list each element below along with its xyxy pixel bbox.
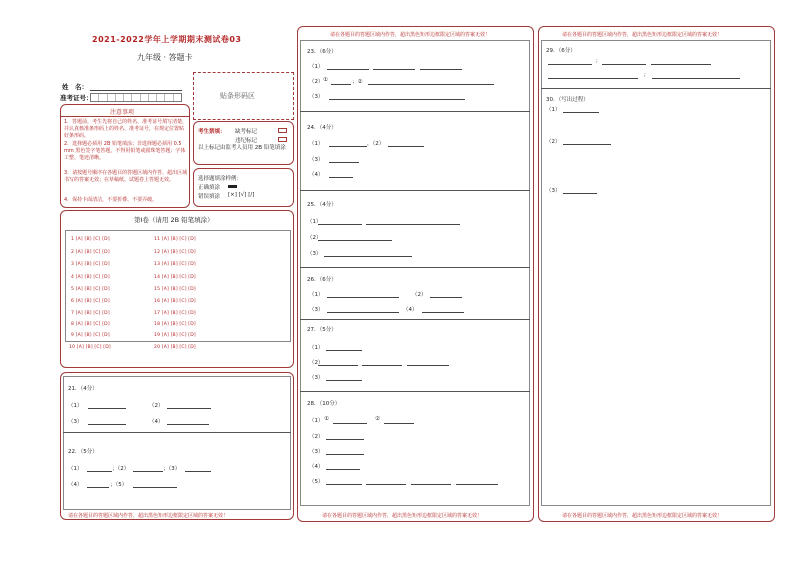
mc-item[interactable]: 13 [A] [B] [C] [D] [154, 262, 196, 267]
q22-part-label: ；（2） [112, 466, 130, 472]
q26-part-label: （3） [309, 307, 324, 313]
warning-footer: 请在各题目的答题区域内作答，超出黑色矩形边框限定区域的答案无效！ [562, 513, 723, 519]
absent-mark-label: 缺考标记 [235, 129, 258, 135]
warning-header: 请在各题目的答题区域内作答，超出黑色矩形边框限定区域的答案无效！ [562, 32, 723, 38]
circled-2-icon: ② [375, 416, 380, 422]
q22-answer-5[interactable] [133, 487, 177, 488]
separator-semicolon: ; [596, 58, 598, 64]
q27-answer-3[interactable] [326, 380, 362, 381]
mc-item[interactable]: 11 [A] [B] [C] [D] [154, 237, 196, 242]
circled-1-icon: ① [324, 416, 329, 422]
q27-part-label: （2） [309, 360, 324, 366]
q30-part-label: （3） [546, 188, 561, 194]
q25-part-label: （3） [307, 251, 322, 257]
mc-item[interactable]: 16 [A] [B] [C] [D] [154, 299, 196, 304]
q29-heading: 29．（6分） [546, 48, 576, 54]
q25-answer-1a[interactable] [318, 224, 362, 225]
q26-answer-4[interactable] [422, 312, 464, 313]
violation-mark-label: 违纪标记 [235, 138, 258, 144]
q27-part-label: （3） [309, 375, 324, 381]
mc-item[interactable]: 20 [A] [B] [C] [D] [154, 345, 196, 350]
q30-part-label: （1） [546, 107, 561, 113]
q30-heading: 30．（写出过程） [546, 97, 589, 103]
fill-wrong-samples: [×] [√] [/] [228, 192, 255, 198]
q25-heading: 25．（4分） [307, 202, 337, 208]
q26-part-label: （4） [403, 307, 418, 313]
q28-answer-3[interactable] [326, 454, 364, 455]
circled-1-icon: ① [323, 77, 328, 83]
exam-title: 2021-2022学年上学期期末测试卷03 [92, 35, 242, 44]
mc-item[interactable]: 15 [A] [B] [C] [D] [154, 287, 196, 292]
absent-mark-checkbox[interactable] [278, 128, 287, 133]
absent-note: 以上标记由监考人员用 2B 铅笔填涂 [198, 145, 286, 151]
q28-heading: 28．（10分） [307, 401, 341, 407]
q27-answer-2b[interactable] [362, 365, 402, 366]
q28-answer-5a[interactable] [326, 484, 362, 485]
q24-part-label: （4） [309, 172, 324, 178]
fill-correct-sample [228, 185, 237, 188]
q26-part-label: （1） [309, 292, 324, 298]
mc-item[interactable]: 8 [A] [B] [C] [D] [71, 322, 110, 327]
q29-answer-3[interactable] [651, 64, 711, 65]
q23-part-label: （3） [309, 94, 324, 100]
q30-part-label: （2） [546, 139, 561, 145]
mc-item[interactable]: 18 [A] [B] [C] [D] [154, 322, 196, 327]
q22-part-label: （1） [68, 466, 83, 472]
q24-answer-1[interactable] [329, 146, 367, 147]
q21-part-label: （2） [149, 403, 164, 409]
q25-part-label: （1） [307, 219, 322, 225]
q25-answer-2[interactable] [318, 240, 392, 241]
q28-part-label: （4） [309, 464, 324, 470]
notice-item-1: 1．答题前，考生先将自己的姓名、准考证号填写清楚，并认真核准条形码上的姓名、准考证号，在规定位置贴好条形码。 [64, 119, 188, 139]
q26-part-label: （2） [412, 292, 427, 298]
mc-item[interactable]: 9 [A] [B] [C] [D] [71, 333, 110, 338]
q21-part-label: （4） [149, 419, 164, 425]
q25-answer-1b[interactable] [366, 224, 460, 225]
q26-heading: 26．（6分） [307, 277, 337, 283]
q22-heading: 22．（5分） [68, 449, 98, 455]
q22-part-label: （4） [68, 482, 83, 488]
q28-answer-1a[interactable] [333, 423, 367, 424]
q25-answer-3[interactable] [324, 256, 412, 257]
q23-part-label: （2） [309, 79, 324, 85]
q24-answer-4[interactable] [329, 177, 353, 178]
absent-label: 考生禁填： [198, 129, 226, 135]
q23-heading: 23．（6分） [307, 49, 337, 55]
q28-answer-2[interactable] [326, 439, 364, 440]
q24-answer-3[interactable] [329, 162, 359, 163]
q27-answer-2a[interactable] [318, 365, 358, 366]
q21-answer-4[interactable] [167, 424, 209, 425]
q28-answer-5d[interactable] [456, 484, 498, 485]
q28-answer-5b[interactable] [366, 484, 406, 485]
q21-answer-1[interactable] [88, 408, 126, 409]
fill-example-title: 选择题填涂样例： [198, 176, 243, 182]
q21-part-label: （1） [68, 403, 83, 409]
q28-part-label: （5） [309, 479, 324, 485]
mc-item[interactable]: 17 [A] [B] [C] [D] [154, 311, 196, 316]
q28-part-label: （3） [309, 449, 324, 455]
q28-answer-5c[interactable] [411, 484, 451, 485]
notice-item-3: 3．请按题号顺序在各题目的答题区域内作答，超出区域书写的答案无效；在草稿纸、试题卷上答题无效。 [64, 170, 188, 183]
name-label: 姓 名： [62, 83, 88, 91]
mc-item[interactable]: 7 [A] [B] [C] [D] [71, 311, 110, 316]
notice-item-4: 4．保持卡面清洁，不要折叠、不要弄破。 [64, 197, 158, 203]
mc-item[interactable]: 6 [A] [B] [C] [D] [71, 299, 110, 304]
barcode-label: 贴条形码区 [220, 92, 255, 100]
circled-2-icon: ；② [352, 79, 363, 85]
q29-answer-1[interactable] [548, 64, 592, 65]
warning-footer: 请在各题目的答题区域内作答，超出黑色矩形边框限定区域的答案无效！ [322, 513, 483, 519]
q29-answer-4[interactable] [548, 78, 638, 79]
notice-item-2: 2．选择题必须用 2B 铅笔填涂；非选择题必须用 0.5 mm 黑色签字笔答题，不得用铅笔或圆珠笔答题；字体工整、笔迹清晰。 [64, 141, 186, 161]
exam-no-boxes[interactable] [90, 93, 182, 102]
q27-part-label: （1） [309, 345, 324, 351]
q22-part-label: ；（5） [110, 482, 128, 488]
q22-answer-1[interactable] [87, 471, 112, 472]
q27-answer-1[interactable] [326, 350, 362, 351]
mc-item[interactable]: 12 [A] [B] [C] [D] [154, 250, 196, 255]
exam-subtitle: 九年级 · 答题卡 [137, 53, 193, 62]
fill-correct-label: 正确填涂 [198, 185, 221, 191]
q30-answer-3[interactable] [563, 193, 597, 194]
q24-part-label: （1） [309, 141, 324, 147]
q26-answer-2[interactable] [430, 297, 462, 298]
q28-answer-4[interactable] [326, 469, 360, 470]
q22-answer-4[interactable] [87, 487, 109, 488]
name-field[interactable] [90, 90, 182, 91]
fill-wrong-label: 错误填涂 [198, 194, 221, 200]
mc-item[interactable]: 2 [A] [B] [C] [D] [71, 250, 110, 255]
q23-answer-2b[interactable] [368, 84, 494, 85]
notice-title: 注意事项 [110, 109, 135, 116]
q27-heading: 27．（5分） [307, 327, 337, 333]
q23-part-label: （1） [309, 64, 324, 70]
mc-item[interactable]: 3 [A] [B] [C] [D] [71, 262, 110, 267]
q22-part-label: ；（3） [163, 466, 181, 472]
q24-heading: 24．（4分） [307, 125, 337, 131]
q22-answer-2[interactable] [133, 471, 163, 472]
violation-mark-checkbox[interactable] [278, 137, 287, 142]
q23-answer-3[interactable] [329, 99, 465, 100]
q28-answer-1b[interactable] [384, 423, 414, 424]
section1-title: 第Ⅰ卷（请用 2B 铅笔填涂） [134, 216, 214, 224]
q21-part-label: （3） [68, 419, 83, 425]
mc-item[interactable]: 10 [A] [B] [C] [D] [69, 345, 111, 350]
q24-part-label: （3） [309, 157, 324, 163]
mc-item[interactable]: 14 [A] [B] [C] [D] [154, 275, 196, 280]
separator-semicolon: ; [644, 72, 646, 78]
mc-item[interactable]: 19 [A] [B] [C] [D] [154, 333, 196, 338]
q30-answer-1[interactable] [563, 112, 599, 113]
q30-answer-2[interactable] [563, 144, 611, 145]
q28-part-label: （1） [309, 418, 324, 424]
mc-item[interactable]: 4 [A] [B] [C] [D] [71, 275, 110, 280]
q21-answer-2[interactable] [167, 408, 211, 409]
q21-answer-3[interactable] [88, 424, 126, 425]
q25-part-label: （2） [307, 235, 322, 241]
q26-answer-1[interactable] [327, 297, 399, 298]
q23-answer-2a[interactable] [331, 84, 351, 85]
q22-answer-3[interactable] [185, 471, 211, 472]
q23-answer-1a[interactable] [327, 69, 369, 70]
exam-no-label: 准考证号： [60, 94, 93, 102]
q23-answer-1b[interactable] [373, 69, 415, 70]
q29-answer-5[interactable] [652, 78, 740, 79]
q24-answer-2[interactable] [388, 146, 424, 147]
q26-answer-3[interactable] [327, 312, 399, 313]
warning-footer: 请在各题目的答题区域内作答，超出黑色矩形边框限定区域的答案无效！ [68, 513, 229, 519]
q23-answer-1c[interactable] [420, 69, 462, 70]
q24-part-label: ，（2） [367, 141, 385, 147]
q27-answer-2c[interactable] [407, 365, 449, 366]
mc-item[interactable]: 1 [A] [B] [C] [D] [71, 237, 110, 242]
mc-item[interactable]: 5 [A] [B] [C] [D] [71, 287, 110, 292]
q29-answer-2[interactable] [602, 64, 646, 65]
q21-heading: 21．（4分） [68, 386, 98, 392]
q28-part-label: （2） [309, 434, 324, 440]
warning-header: 请在各题目的答题区域内作答，超出黑色矩形边框限定区域的答案无效！ [330, 32, 491, 38]
